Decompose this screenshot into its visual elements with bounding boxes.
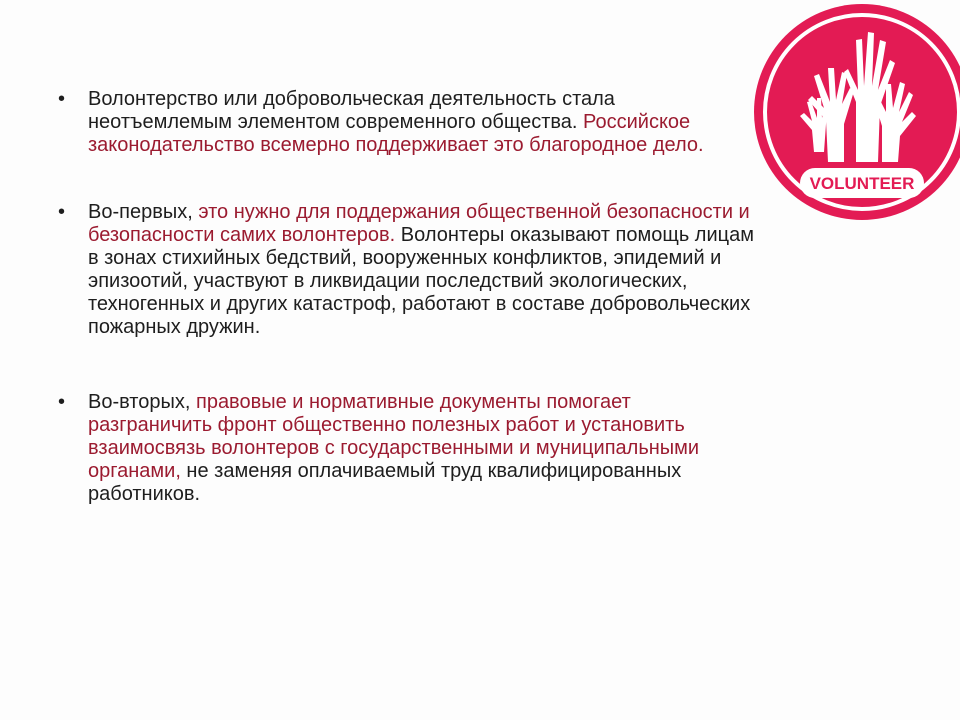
bullet-text-plain: Волонтерство или добровольческая деятельность стала неотъемлемым элементом современного общества. — [88, 88, 615, 133]
bullet-text-plain: Во-вторых, — [88, 391, 196, 413]
bullet-text-plain: не заменяя оплачиваемый труд квалифицированных работников. — [88, 460, 682, 505]
bullet-text-highlight: правовые и нормативные документы помогает разграничить фронт общественно полезных работ и установить взаимосвязь волонтеров с государственными и муниципальными органами, — [88, 391, 700, 482]
volunteer-logo — [752, 2, 960, 222]
bullet-glyph: • — [58, 88, 66, 110]
logo-label: VOLUNTEER — [809, 174, 915, 193]
bullet-glyph: • — [58, 201, 66, 223]
bullet-text-highlight: Российское законодательство всемерно поддерживает это благородное дело. — [88, 111, 704, 156]
bullet-text-highlight: это нужно для поддержания общественной безопасности и безопасности самих волонтеров. — [88, 201, 750, 246]
bullet-glyph: • — [58, 391, 66, 413]
bullet-list — [56, 88, 756, 506]
bullet-item — [56, 201, 756, 339]
bullet-item — [56, 391, 756, 506]
bullet-text-plain: Во-первых, — [88, 201, 199, 223]
bullet-text-plain: Волонтеры оказывают помощь лицам в зонах стихийных бедствий, вооруженных конфликтов, эпидемий и эпизоотий, участвуют в ликвидации последствий экологических, техногенных и других катастроф, работают в составе добровольческих пожарных дружин. — [88, 224, 754, 338]
bullet-item — [56, 88, 756, 157]
